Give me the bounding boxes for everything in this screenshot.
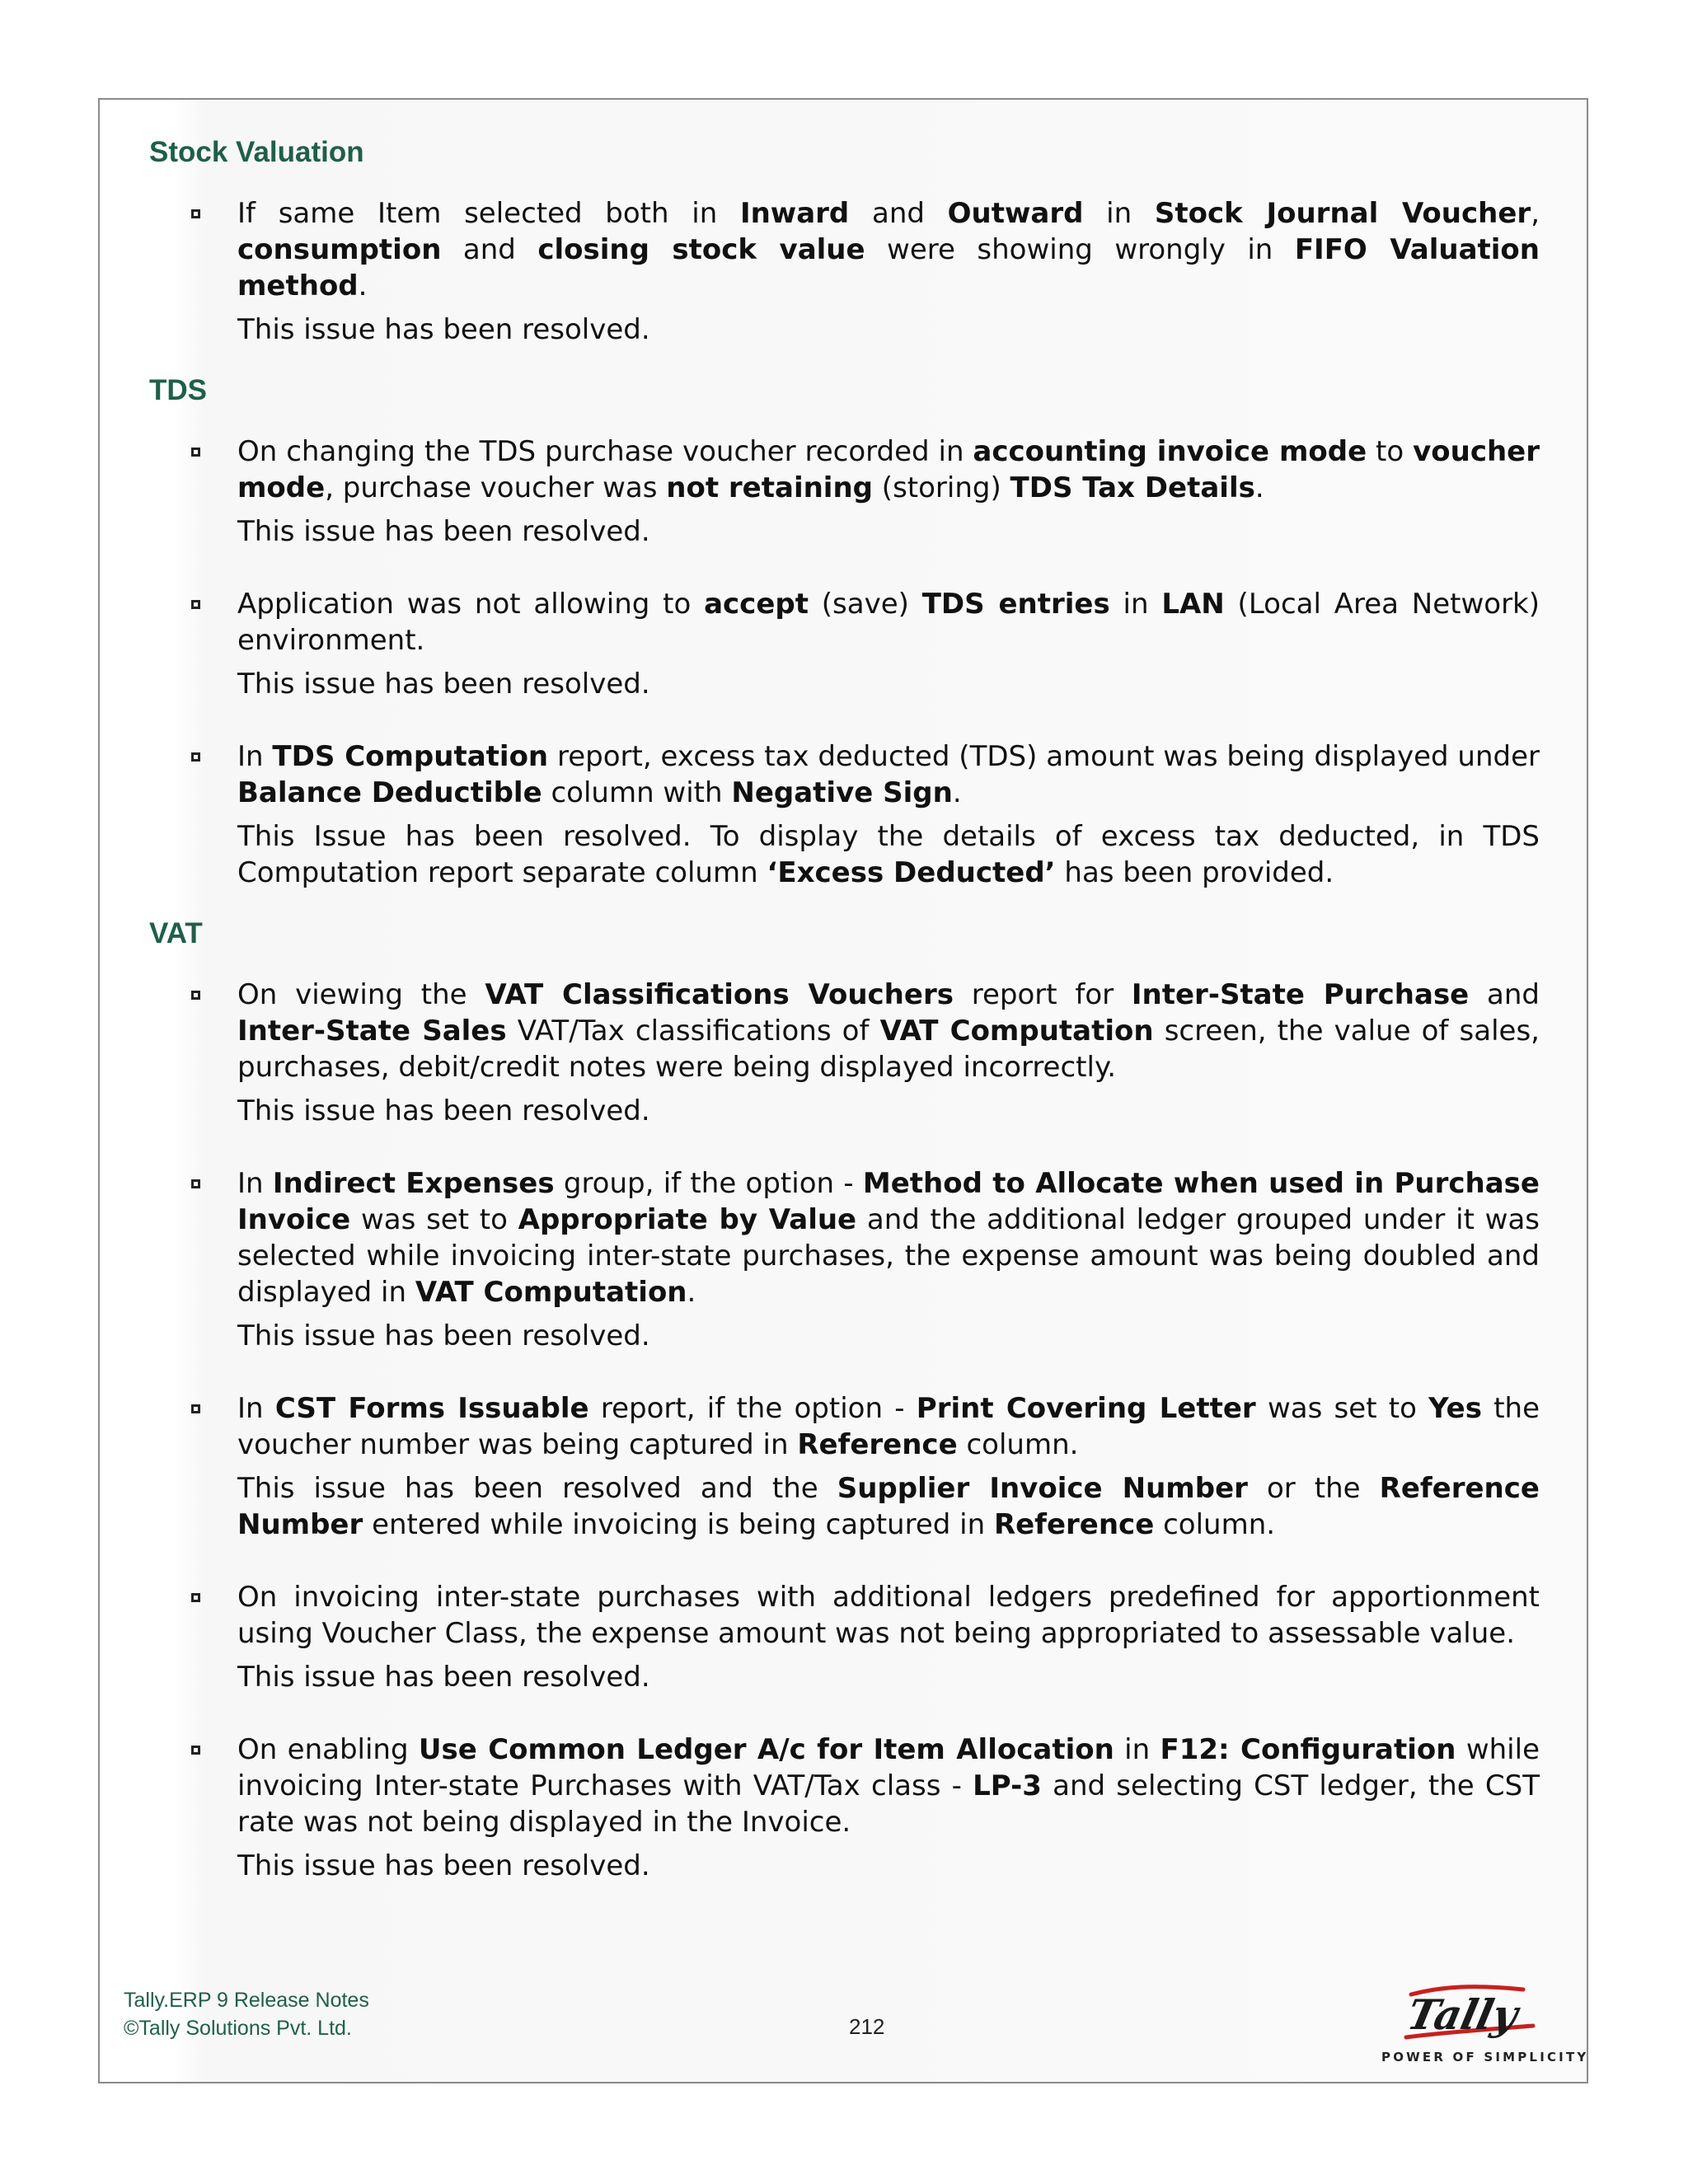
list-item [149,1390,1540,1543]
list-item [149,1165,1540,1354]
list-item [149,977,1540,1129]
page-number: 212 [849,2014,885,2039]
logo-wordmark: Tally [1403,1990,1522,2039]
resolution-text: This issue has been resolved. [237,1661,650,1694]
square-bullet-icon [191,1404,200,1413]
square-bullet-icon [191,1593,200,1602]
list-item [149,195,1540,348]
issue-text: If same Item selected both in Inward and Outward in Stock Journal Voucher, consumption and closing stock value were showing wrongly in FIFO Valuation method. [237,197,1540,302]
issue-text: On viewing the VAT Classifications Vouchers report for Inter-State Purchase and Inter-State Sales VAT/Tax classifications of VAT Computation screen, the value of sales, purchases, debit/credit notes were being displayed incorrectly. [237,978,1540,1084]
list-item [149,1732,1540,1884]
section-heading: Stock Valuation [149,136,364,168]
resolution-text: This issue has been resolved. [237,313,650,346]
square-bullet-icon [191,1179,200,1188]
list-item [149,738,1540,891]
list-item [149,434,1540,550]
resolution-text: This issue has been resolved. [237,1319,650,1352]
square-bullet-icon [191,991,200,1000]
issue-text: On enabling Use Common Ledger A/c for Item Allocation in F12: Configuration while invoicing Inter-state Purchases with VAT/Tax class - LP-3 and selecting CST ledger, the CST rate was not being displayed in the Invoice. [237,1733,1540,1839]
logo-tagline: POWER OF SIMPLICITY [1381,2050,1589,2064]
issue-text: In CST Forms Issuable report, if the option - Print Covering Letter was set to Yes the voucher number was being captured in Reference column. [237,1392,1540,1461]
resolution-text: This issue has been resolved. [237,515,650,548]
footer-copyright: ©Tally Solutions Pvt. Ltd. [124,2017,352,2040]
list-item [149,586,1540,702]
resolution-text: This issue has been resolved and the Supplier Invoice Number or the Reference Number entered while invoicing is being captured in Reference column. [237,1472,1540,1541]
issue-text: On invoicing inter-state purchases with additional ledgers predefined for apportionment using Voucher Class, the expense amount was not being appropriated to assessable value. [237,1581,1540,1650]
resolution-text: This issue has been resolved. [237,1094,650,1127]
footer-product: Tally.ERP 9 Release Notes [124,1989,369,2012]
section [149,373,1540,891]
issue-text: In TDS Computation report, excess tax deducted (TDS) amount was being displayed under Balance Deductible column with Negative Sign. [237,740,1540,809]
square-bullet-icon [191,209,200,218]
resolution-text: This Issue has been resolved. To display the details of excess tax deducted, in TDS Computation report separate column ‘Excess Deducted’ has been provided. [237,820,1540,889]
section [149,134,1540,348]
issue-text: In Indirect Expenses group, if the option - Method to Allocate when used in Purchase Invoice was set to Appropriate by Value and the additional ledger grouped under it was selected while invoicing inter-state purchases, the expense amount was being doubled and displayed in VAT Computation. [237,1167,1540,1309]
section [149,916,1540,1884]
issue-text: On changing the TDS purchase voucher recorded in accounting invoice mode to voucher mode, purchase voucher was not retaining (storing) TDS Tax Details. [237,435,1540,504]
square-bullet-icon [191,600,200,609]
list-item [149,1579,1540,1695]
page-content [149,134,1540,1909]
issue-text: Application was not allowing to accept (save) TDS entries in LAN (Local Area Network) environment. [237,588,1540,657]
square-bullet-icon [191,752,200,762]
resolution-text: This issue has been resolved. [237,1849,650,1882]
section-heading: VAT [149,917,203,949]
square-bullet-icon [191,1746,200,1755]
section-heading: TDS [149,374,207,406]
square-bullet-icon [191,448,200,457]
footer-left [124,1986,369,2042]
resolution-text: This issue has been resolved. [237,668,650,701]
